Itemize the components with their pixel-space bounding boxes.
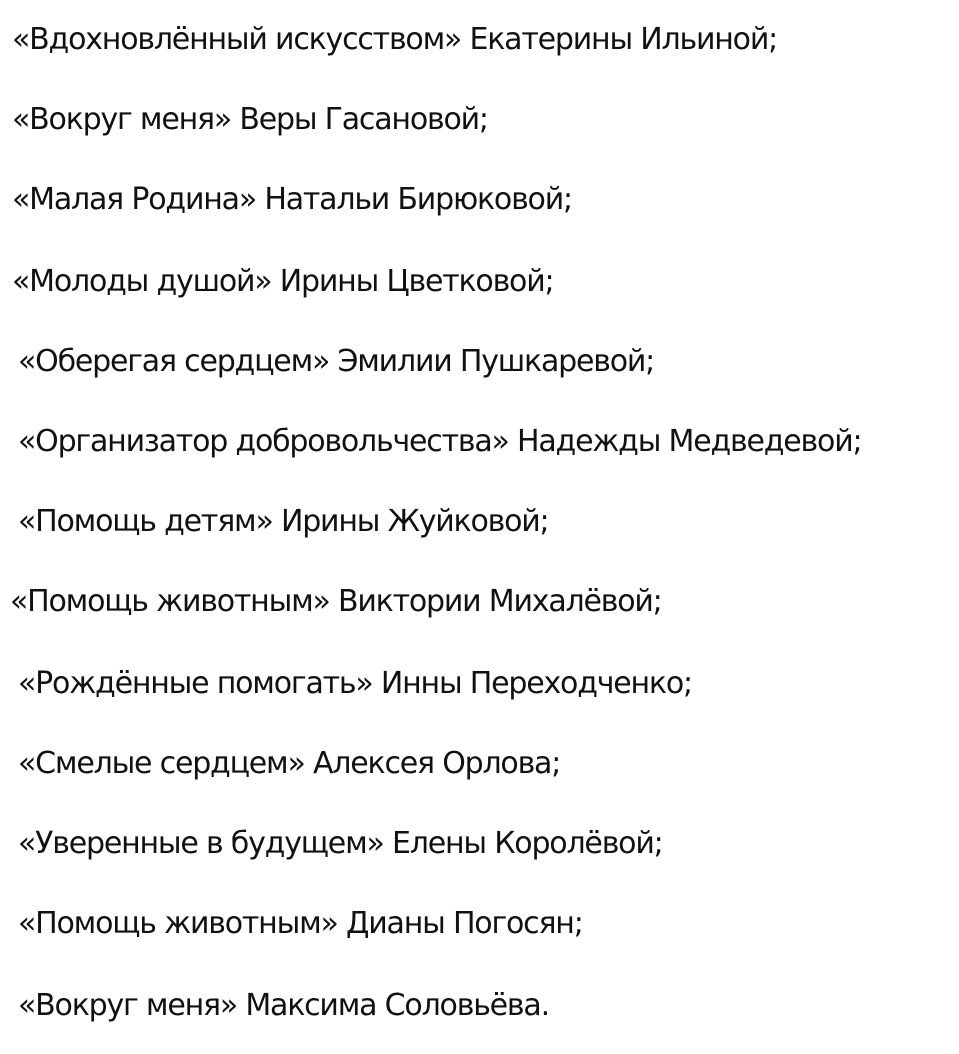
list-item: «Вокруг меня» Веры Гасановой; — [12, 102, 488, 137]
list-item: «Организатор добровольчества» Надежды Медведевой; — [18, 424, 862, 459]
list-item: «Малая Родина» Натальи Бирюковой; — [12, 182, 572, 217]
list-item: «Рождённые помогать» Инны Переходченко; — [18, 666, 692, 701]
list-item: «Вокруг меня» Максима Соловьёва. — [18, 988, 549, 1023]
list-item: «Помощь животным» Дианы Погосян; — [18, 906, 583, 941]
list-item: «Помощь животным» Виктории Михалёвой; — [10, 584, 662, 619]
list-item: «Оберегая сердцем» Эмилии Пушкаревой; — [18, 344, 655, 379]
list-item: «Молоды душой» Ирины Цветковой; — [12, 264, 554, 299]
list-item: «Помощь детям» Ирины Жуйковой; — [18, 504, 549, 539]
list-item: «Вдохновлённый искусством» Екатерины Ильиной; — [12, 22, 778, 57]
list-item: «Уверенные в будущем» Елены Королёвой; — [18, 826, 663, 861]
list-item: «Смелые сердцем» Алексея Орлова; — [18, 746, 561, 781]
